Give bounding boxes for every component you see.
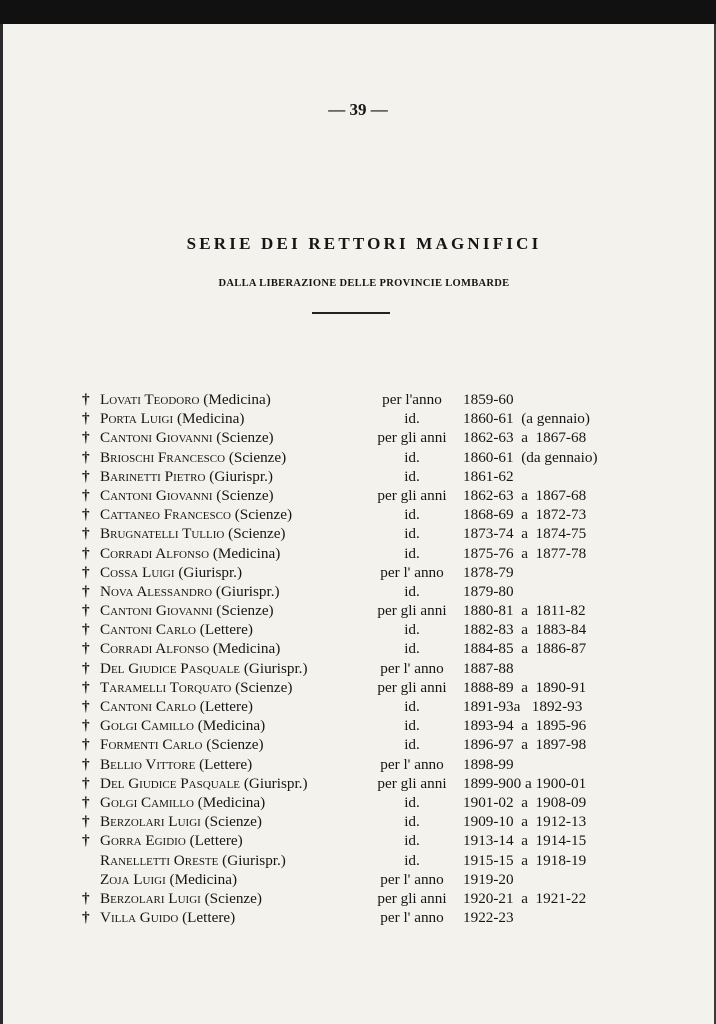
deceased-dagger-icon: † xyxy=(82,774,90,792)
rector-years: 1899-900 a 1900-01 xyxy=(463,774,587,792)
rector-years: 1919-20 xyxy=(463,870,514,888)
rector-name: Formenti Carlo xyxy=(100,736,203,754)
rector-years: 1920-21 a 1921-22 xyxy=(463,889,587,907)
rector-row xyxy=(0,793,716,812)
rector-row xyxy=(0,812,716,831)
rector-name: Golgi Camillo xyxy=(100,717,194,735)
rector-period: per gli anni xyxy=(377,602,447,620)
rector-years: 1884-85 a 1886-87 xyxy=(463,640,587,658)
rector-name: Porta Luigi xyxy=(100,410,174,428)
rector-period: per gli anni xyxy=(377,889,447,907)
page-subtitle: DALLA LIBERAZIONE DELLE PROVINCIE LOMBARDE xyxy=(218,278,510,289)
deceased-dagger-icon: † xyxy=(82,391,90,408)
rector-years: 1896-97 a 1897-98 xyxy=(463,736,587,754)
deceased-dagger-icon: † xyxy=(82,698,90,715)
deceased-dagger-icon: † xyxy=(82,506,90,524)
rector-faculty: (Medicina) xyxy=(203,391,271,408)
rector-period: id. xyxy=(404,410,420,428)
rector-years: 1922-23 xyxy=(463,909,514,927)
rector-years: 1875-76 a 1877-78 xyxy=(463,544,587,562)
rector-entry xyxy=(100,889,262,908)
rector-period: per gli anni xyxy=(377,678,447,696)
rector-faculty: (Giurispr.) xyxy=(178,563,243,581)
rector-row xyxy=(0,620,716,639)
rector-years: 1873-74 a 1874-75 xyxy=(463,525,587,543)
rector-years: 1898-99 xyxy=(463,755,514,773)
rector-entry xyxy=(100,774,308,793)
rector-row xyxy=(0,678,716,697)
rector-period: id. xyxy=(404,698,420,715)
rector-period: per gli anni xyxy=(377,774,447,792)
deceased-dagger-icon: † xyxy=(82,602,90,620)
rector-entry xyxy=(100,582,280,601)
rector-entry xyxy=(100,870,237,889)
rector-name: Cantoni Carlo xyxy=(100,698,196,715)
rector-row xyxy=(0,524,716,543)
rector-faculty: (Giurispr.) xyxy=(243,659,308,677)
rector-name: Cantoni Giovanni xyxy=(100,602,213,620)
rector-name: Gorra Egidio xyxy=(100,832,186,850)
rectors-list xyxy=(0,390,716,927)
rector-entry xyxy=(100,716,265,735)
rector-entry xyxy=(100,620,253,639)
rector-period: per l' anno xyxy=(380,755,444,773)
rector-row xyxy=(0,716,716,735)
rector-row xyxy=(0,428,716,447)
rector-faculty: (Scienze) xyxy=(216,486,274,504)
deceased-dagger-icon: † xyxy=(82,486,90,504)
rector-entry xyxy=(100,678,292,697)
rector-period: per l' anno xyxy=(380,563,444,581)
title-divider xyxy=(312,312,390,314)
rector-row xyxy=(0,390,716,409)
rector-name: Corradi Alfonso xyxy=(100,640,210,658)
rector-faculty: (Lettere) xyxy=(189,832,243,850)
deceased-dagger-icon: † xyxy=(82,832,90,850)
rector-entry xyxy=(100,390,271,409)
deceased-dagger-icon: † xyxy=(82,582,90,600)
rector-row xyxy=(0,486,716,505)
rector-entry xyxy=(100,467,273,486)
rector-entry xyxy=(100,735,264,754)
rector-period: id. xyxy=(404,851,420,869)
rector-faculty: (Medicina) xyxy=(197,793,266,811)
rector-name: Corradi Alfonso xyxy=(100,544,210,562)
rector-name: Brioschi Francesco xyxy=(100,448,226,466)
rector-period: id. xyxy=(404,544,420,562)
rector-entry xyxy=(100,639,280,658)
deceased-dagger-icon: † xyxy=(82,467,90,485)
rector-entry xyxy=(100,428,274,447)
rector-faculty: (Giurispr.) xyxy=(243,774,308,792)
rector-name: Ranelletti Oreste xyxy=(100,851,219,869)
rector-period: id. xyxy=(404,525,420,543)
deceased-dagger-icon: † xyxy=(82,563,90,581)
rector-period: per l' anno xyxy=(380,659,444,677)
rector-row xyxy=(0,639,716,658)
rector-name: Golgi Camillo xyxy=(100,793,194,811)
rector-years: 1860-61 (da gennaio) xyxy=(463,448,598,466)
rector-name: Cantoni Giovanni xyxy=(100,429,213,447)
rector-faculty: (Lettere) xyxy=(182,909,236,927)
rector-period: id. xyxy=(404,640,420,658)
rector-faculty: (Lettere) xyxy=(199,621,253,639)
rector-row xyxy=(0,755,716,774)
rector-faculty: (Scienze) xyxy=(206,736,264,754)
rector-row xyxy=(0,908,716,927)
rector-entry xyxy=(100,659,308,678)
deceased-dagger-icon: † xyxy=(82,429,90,447)
page-title: SERIE DEI RETTORI MAGNIFICI xyxy=(186,234,542,253)
rector-years: 1859-60 xyxy=(463,391,514,408)
rector-years: 1861-62 xyxy=(463,467,514,485)
rector-entry xyxy=(100,755,252,774)
rector-name: Berzolari Luigi xyxy=(100,813,201,831)
rector-years: 1891-93a 1892-93 xyxy=(463,698,583,715)
rector-entry xyxy=(100,486,274,505)
deceased-dagger-icon: † xyxy=(82,544,90,562)
rector-faculty: (Scienze) xyxy=(228,448,287,466)
rector-faculty: (Lettere) xyxy=(199,755,253,773)
rector-years: 1901-02 a 1908-09 xyxy=(463,793,587,811)
rector-years: 1887-88 xyxy=(463,659,514,677)
rector-period: per l' anno xyxy=(380,909,444,927)
rector-period: id. xyxy=(404,832,420,850)
rector-name: Barinetti Pietro xyxy=(100,467,206,485)
rector-years: 1868-69 a 1872-73 xyxy=(463,506,587,524)
rector-row xyxy=(0,889,716,908)
rector-name: Del Giudice Pasquale xyxy=(100,659,241,677)
deceased-dagger-icon: † xyxy=(82,717,90,735)
rector-name: Bellio Vittore xyxy=(100,755,196,773)
rector-entry xyxy=(100,697,253,716)
rector-entry xyxy=(100,851,286,870)
rector-period: id. xyxy=(404,467,420,485)
rector-row xyxy=(0,544,716,563)
rector-name: Del Giudice Pasquale xyxy=(100,774,241,792)
rector-faculty: (Medicina) xyxy=(212,544,281,562)
rector-faculty: (Scienze) xyxy=(204,889,262,907)
rector-row xyxy=(0,582,716,601)
rector-period: id. xyxy=(404,621,420,639)
rector-years: 1862-63 a 1867-68 xyxy=(463,429,587,447)
rector-entry xyxy=(100,505,292,524)
rector-row xyxy=(0,831,716,850)
rector-period: per l'anno xyxy=(382,391,442,408)
rector-name: Cantoni Carlo xyxy=(100,621,196,639)
rector-years: 1888-89 a 1890-91 xyxy=(463,678,587,696)
deceased-dagger-icon: † xyxy=(82,813,90,831)
rector-row xyxy=(0,505,716,524)
deceased-dagger-icon: † xyxy=(82,659,90,677)
rector-entry xyxy=(100,812,262,831)
rector-years: 1862-63 a 1867-68 xyxy=(463,486,587,504)
scan-top-border xyxy=(0,0,716,24)
rector-name: Cantoni Giovanni xyxy=(100,486,213,504)
rector-period: id. xyxy=(404,506,420,524)
rector-years: 1915-15 a 1918-19 xyxy=(463,851,587,869)
deceased-dagger-icon: † xyxy=(82,889,90,907)
rector-faculty: (Medicina) xyxy=(176,410,245,428)
rector-period: id. xyxy=(404,793,420,811)
rector-faculty: (Scienze) xyxy=(228,525,286,543)
rector-name: Cattaneo Francesco xyxy=(100,506,231,524)
rector-name: Nova Alessandro xyxy=(100,582,213,600)
deceased-dagger-icon: † xyxy=(82,448,90,466)
rector-period: per gli anni xyxy=(377,429,447,447)
rector-faculty: (Scienze) xyxy=(216,429,274,447)
rector-faculty: (Scienze) xyxy=(234,506,293,524)
rector-faculty: (Medicina) xyxy=(197,717,266,735)
rector-name: Taramelli Torquato xyxy=(100,678,232,696)
rector-name: Brugnatelli Tullio xyxy=(100,525,225,543)
rector-entry xyxy=(100,524,286,543)
deceased-dagger-icon: † xyxy=(82,525,90,543)
rector-name: Zoja Luigi xyxy=(100,870,166,888)
rector-period: id. xyxy=(404,717,420,735)
rector-years: 1879-80 xyxy=(463,582,514,600)
rector-period: id. xyxy=(404,813,420,831)
rector-years: 1882-83 a 1883-84 xyxy=(463,621,587,639)
rector-period: per gli anni xyxy=(377,486,447,504)
rector-row xyxy=(0,409,716,428)
deceased-dagger-icon: † xyxy=(82,621,90,639)
deceased-dagger-icon: † xyxy=(82,793,90,811)
rector-entry xyxy=(100,908,235,927)
deceased-dagger-icon: † xyxy=(82,909,90,927)
rector-years: 1860-61 (a gennaio) xyxy=(463,410,590,428)
rector-entry xyxy=(100,409,244,428)
deceased-dagger-icon: † xyxy=(82,678,90,696)
rector-row xyxy=(0,448,716,467)
rector-period: id. xyxy=(404,582,420,600)
rector-faculty: (Scienze) xyxy=(216,602,274,620)
rector-row xyxy=(0,659,716,678)
rector-row xyxy=(0,870,716,889)
rector-faculty: (Giurispr.) xyxy=(215,582,280,600)
rector-row xyxy=(0,467,716,486)
rector-entry xyxy=(100,793,265,812)
deceased-dagger-icon: † xyxy=(82,410,90,428)
rector-period: id. xyxy=(404,736,420,754)
rector-name: Villa Guido xyxy=(100,909,179,927)
rector-row xyxy=(0,735,716,754)
rector-faculty: (Medicina) xyxy=(169,870,237,888)
rector-period: id. xyxy=(404,448,420,466)
rector-years: 1880-81 a 1811-82 xyxy=(463,602,586,620)
rector-row xyxy=(0,563,716,582)
page-number: — 39 — xyxy=(328,100,388,119)
deceased-dagger-icon: † xyxy=(82,736,90,754)
rector-faculty: (Lettere) xyxy=(199,698,253,715)
rector-entry xyxy=(100,544,280,563)
rector-entry xyxy=(100,563,242,582)
rector-faculty: (Scienze) xyxy=(235,678,293,696)
rector-period: per l' anno xyxy=(380,870,444,888)
rector-years: 1893-94 a 1895-96 xyxy=(463,717,587,735)
rector-entry xyxy=(100,448,286,467)
rector-years: 1878-79 xyxy=(463,563,514,581)
rector-faculty: (Giurispr.) xyxy=(222,851,286,869)
rector-row xyxy=(0,601,716,620)
rector-faculty: (Scienze) xyxy=(204,813,262,831)
rector-name: Lovati Teodoro xyxy=(100,391,200,408)
rector-entry xyxy=(100,601,274,620)
deceased-dagger-icon: † xyxy=(82,640,90,658)
rector-faculty: (Giurispr.) xyxy=(209,467,273,485)
rector-years: 1913-14 a 1914-15 xyxy=(463,832,587,850)
rector-row xyxy=(0,774,716,793)
deceased-dagger-icon: † xyxy=(82,755,90,773)
rector-name: Berzolari Luigi xyxy=(100,889,201,907)
rector-name: Cossa Luigi xyxy=(100,563,175,581)
rector-row xyxy=(0,697,716,716)
rector-years: 1909-10 a 1912-13 xyxy=(463,813,587,831)
rector-entry xyxy=(100,831,243,850)
rector-faculty: (Medicina) xyxy=(212,640,281,658)
rector-row xyxy=(0,851,716,870)
